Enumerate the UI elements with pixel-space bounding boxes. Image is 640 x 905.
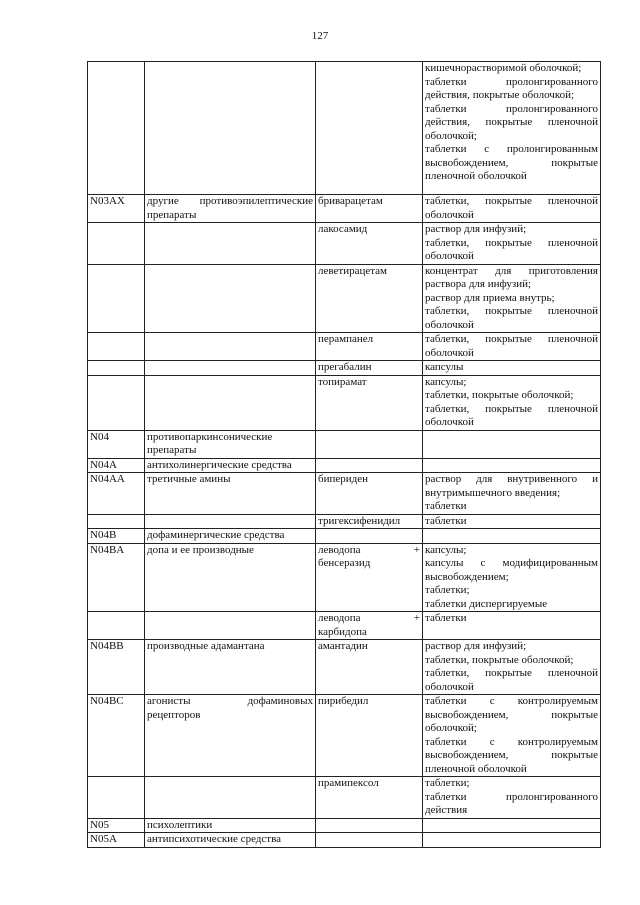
dosage-form-line: таблетки пролонгированного действия, покрытые оболочкой; <box>425 75 598 101</box>
drug-name-second: бенсеразид <box>318 557 371 569</box>
atc-code-cell <box>88 777 145 819</box>
group-cell <box>145 777 316 819</box>
dosage-form-cell <box>423 833 601 848</box>
dosage-form-line: таблетки <box>425 500 467 512</box>
dosage-form-cell <box>423 818 601 833</box>
dosage-form-cell <box>423 223 601 265</box>
drug-cell: топирамат <box>316 375 423 430</box>
atc-code-cell <box>88 612 145 640</box>
dosage-form-line: таблетки, покрытые пленочной оболочкой <box>425 236 598 262</box>
dosage-form-cell <box>423 640 601 695</box>
dosage-form-line: таблетки <box>425 514 467 527</box>
atc-code-cell: N04 <box>88 430 145 458</box>
table-row <box>88 361 601 376</box>
atc-code-cell <box>88 514 145 529</box>
dosage-form-cell <box>423 612 601 640</box>
atc-code-cell <box>88 375 145 430</box>
group-cell: противопаркинсонические препараты <box>145 430 316 458</box>
dosage-form-cell <box>423 375 601 430</box>
dosage-form-line: концентрат для приготовления раствора для инфузий; <box>425 264 598 290</box>
table-row <box>88 473 601 515</box>
dosage-form-cell <box>423 458 601 473</box>
group-cell <box>145 333 316 361</box>
dosage-form-line: таблетки, покрытые пленочной оболочкой <box>425 195 598 221</box>
table-row <box>88 777 601 819</box>
atc-code-cell: N04BA <box>88 543 145 612</box>
atc-code-cell: N04B <box>88 529 145 544</box>
drug-combo-line <box>318 544 420 558</box>
dosage-form-line: капсулы; <box>425 543 467 556</box>
table-row <box>88 529 601 544</box>
dosage-form-cell <box>423 543 601 612</box>
dosage-form-line: раствор для инфузий; <box>425 640 527 652</box>
drug-cell: перампанел <box>316 333 423 361</box>
table-row <box>88 543 601 612</box>
drug-combo-line <box>318 612 420 626</box>
dosage-form-cell <box>423 777 601 819</box>
dosage-form-line: таблетки с контролируемым высвобождением, покрытые пленочной оболочкой <box>425 735 598 775</box>
dosage-form-cell <box>423 62 601 195</box>
drug-cell: амантадин <box>316 640 423 695</box>
table-row <box>88 264 601 333</box>
drug-cell <box>316 430 423 458</box>
drug-cell <box>316 543 423 612</box>
group-cell: агонисты дофаминовых рецепторов <box>145 695 316 777</box>
dosage-form-line: таблетки пролонгированного действия <box>425 790 598 816</box>
dosage-form-line: таблетки; <box>425 777 470 789</box>
drug-name-second: карбидопа <box>318 625 367 638</box>
group-cell: дофаминергические средства <box>145 529 316 544</box>
table-row <box>88 223 601 265</box>
group-cell <box>145 361 316 376</box>
dosage-form-cell <box>423 333 601 361</box>
dosage-form-line: таблетки с контролируемым высвобождением, покрытые оболочкой; <box>425 695 598 734</box>
dosage-form-line: таблетки; <box>425 584 470 596</box>
page-number: 127 <box>311 30 329 42</box>
group-cell <box>145 375 316 430</box>
dosage-form-line: таблетки, покрытые оболочкой; <box>425 389 574 401</box>
table-body <box>88 62 601 848</box>
dosage-form-line: капсулы; <box>425 375 467 388</box>
atc-code-cell: N04BB <box>88 640 145 695</box>
dosage-form-line: таблетки диспергируемые <box>425 597 548 610</box>
dosage-form-cell <box>423 514 601 529</box>
drug-cell: тригексифенидил <box>316 514 423 529</box>
table-row <box>88 375 601 430</box>
dosage-form-line: кишечнорастворимой оболочкой; <box>425 62 582 74</box>
table-row <box>88 458 601 473</box>
dosage-form-line: таблетки, покрытые пленочной оболочкой <box>425 402 598 428</box>
group-cell: допа и ее производные <box>145 543 316 612</box>
table-row <box>88 62 601 195</box>
table-row <box>88 514 601 529</box>
group-cell <box>145 223 316 265</box>
dosage-form-line: таблетки <box>425 612 467 624</box>
atc-code-cell <box>88 223 145 265</box>
dosage-form-line: раствор для приема внутрь; <box>425 291 555 304</box>
dosage-form-line: таблетки, покрытые оболочкой; <box>425 653 574 666</box>
atc-code-cell <box>88 361 145 376</box>
dosage-form-line: капсулы с модифицированным высвобождением; <box>425 557 598 583</box>
table-row <box>88 430 601 458</box>
group-cell: антихолинергические средства <box>145 458 316 473</box>
table-row <box>88 818 601 833</box>
dosage-form-cell <box>423 264 601 333</box>
drug-cell: пирибедил <box>316 695 423 777</box>
dosage-form-cell <box>423 473 601 515</box>
drug-cell <box>316 818 423 833</box>
drug-name: леводопа <box>318 543 361 556</box>
dosage-form-cell <box>423 529 601 544</box>
group-cell: третичные амины <box>145 473 316 515</box>
table-row <box>88 333 601 361</box>
table-row <box>88 640 601 695</box>
group-cell <box>145 612 316 640</box>
atc-code-cell: N04AA <box>88 473 145 515</box>
dosage-form-line: таблетки с пролонгированным высвобождением, покрытые пленочной оболочкой <box>425 143 598 182</box>
dosage-form-cell <box>423 361 601 376</box>
atc-code-cell <box>88 333 145 361</box>
atc-code-cell <box>88 264 145 333</box>
group-cell: психолептики <box>145 818 316 833</box>
drug-cell: прегабалин <box>316 361 423 376</box>
drug-cell: лакосамид <box>316 223 423 265</box>
atc-code-cell <box>88 62 145 195</box>
drug-cell <box>316 529 423 544</box>
dosage-form-line: таблетки, покрытые пленочной оболочкой <box>425 333 598 359</box>
drug-cell <box>316 833 423 848</box>
dosage-form-line: раствор для инфузий; <box>425 223 527 235</box>
dosage-form-line: раствор для внутривенного и внутримышечного введения; <box>425 473 598 499</box>
atc-code-cell: N04A <box>88 458 145 473</box>
table-row <box>88 195 601 223</box>
group-cell: антипсихотические средства <box>145 833 316 848</box>
dosage-form-cell <box>423 195 601 223</box>
dosage-form-line: таблетки пролонгированного действия, покрытые пленочной оболочкой; <box>425 102 598 142</box>
atc-code-cell: N04BC <box>88 695 145 777</box>
group-cell: производные адамантана <box>145 640 316 695</box>
group-cell: другие противоэпилептические препараты <box>145 195 316 223</box>
plus-sign: + <box>413 612 420 624</box>
plus-sign: + <box>413 543 420 556</box>
table-row <box>88 612 601 640</box>
dosage-form-cell <box>423 695 601 777</box>
dosage-form-cell <box>423 430 601 458</box>
drug-cell: леветирацетам <box>316 264 423 333</box>
drug-cell <box>316 612 423 640</box>
drug-table <box>87 61 601 848</box>
drug-cell <box>316 62 423 195</box>
drug-cell: прамипексол <box>316 777 423 819</box>
table-row <box>88 695 601 777</box>
table-row <box>88 833 601 848</box>
atc-code-cell: N05 <box>88 818 145 833</box>
atc-code-cell: N05A <box>88 833 145 848</box>
drug-cell: бипериден <box>316 473 423 515</box>
dosage-form-line: таблетки, покрытые пленочной оболочкой <box>425 305 598 331</box>
dosage-form-line: таблетки, покрытые пленочной оболочкой <box>425 667 598 693</box>
group-cell <box>145 62 316 195</box>
drug-name: леводопа <box>318 612 361 624</box>
atc-code-cell: N03AX <box>88 195 145 223</box>
group-cell <box>145 514 316 529</box>
dosage-form-line: капсулы <box>425 361 464 373</box>
group-cell <box>145 264 316 333</box>
drug-cell: бриварацетам <box>316 195 423 223</box>
drug-cell <box>316 458 423 473</box>
